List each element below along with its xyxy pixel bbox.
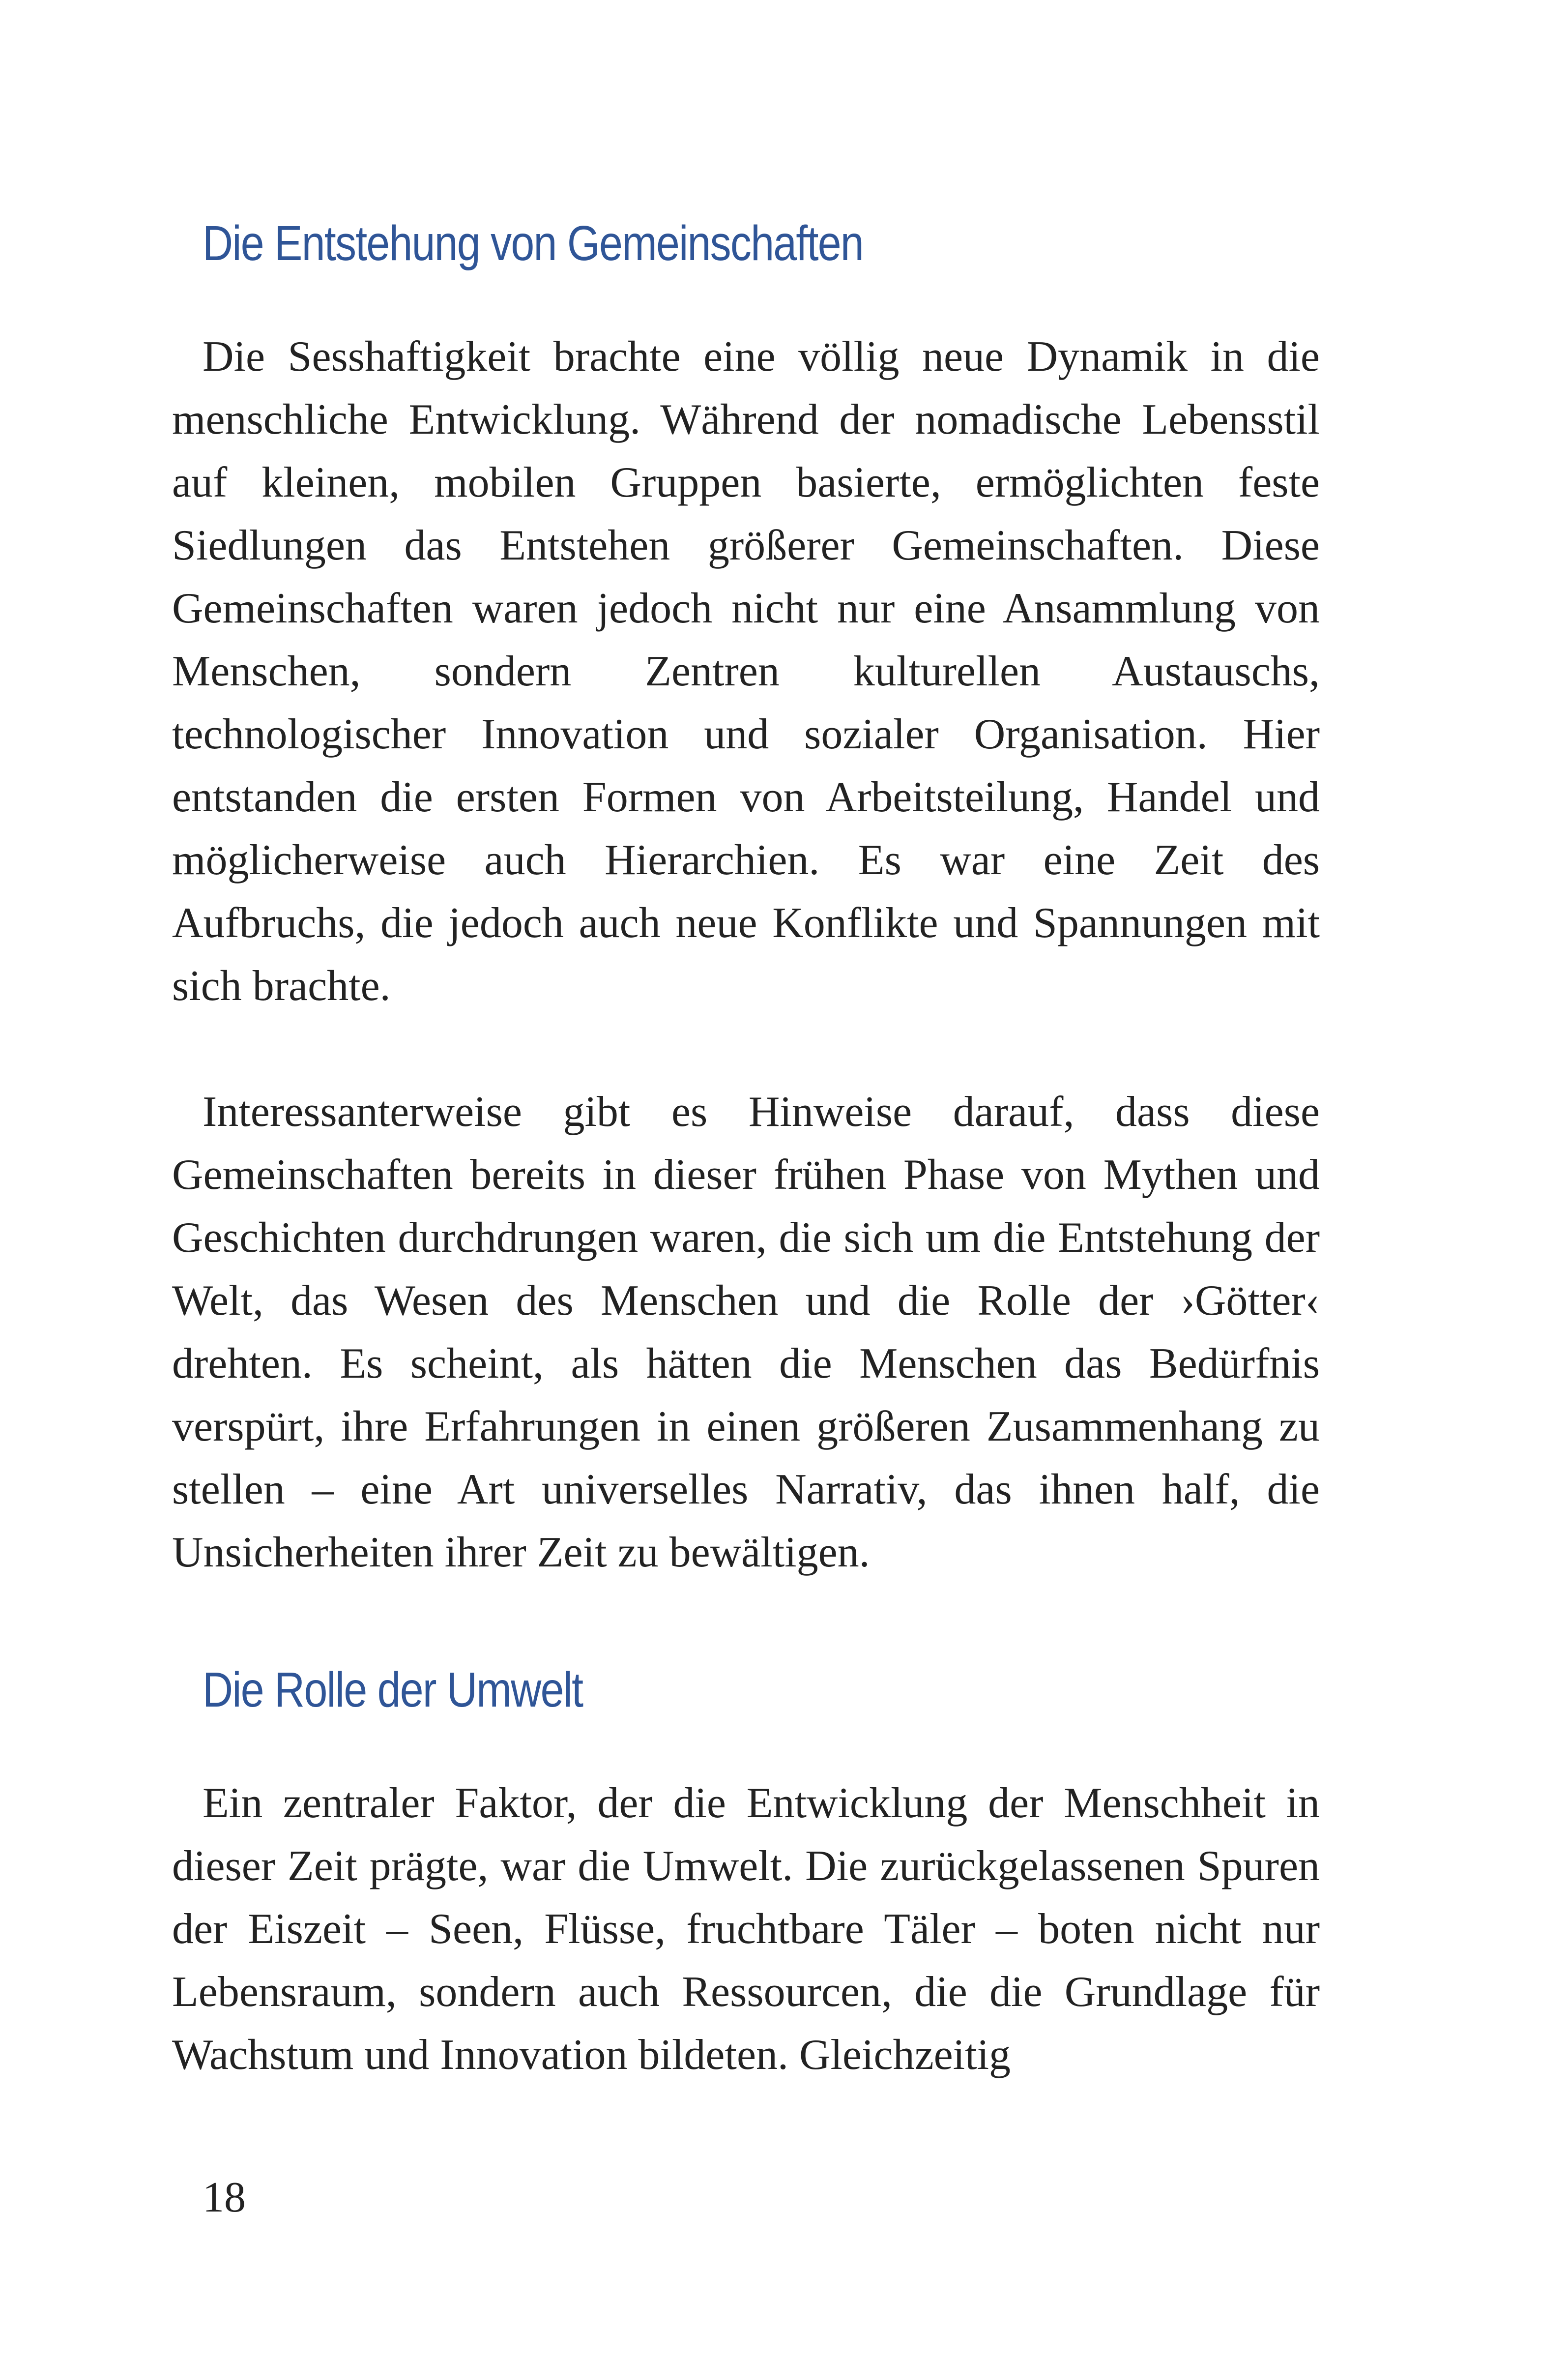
page-number: 18 <box>203 2174 246 2221</box>
paragraph-umwelt: Ein zentraler Faktor, der die Entwicklung der Menschheit in dieser Zeit prägte, war die Umwelt. Die zurückgelassenen Spuren der Eiszeit – Seen, Flüsse, fruchtbare Täler – boten nicht nur Lebensraum, sondern auch Ressourcen, die die Grundlage für Wachstum und Innovation bildeten. Gleichzeitig <box>172 1779 1320 2079</box>
page-content <box>172 216 1320 2087</box>
section-heading-entstehung: Die Entstehung von Gemeinschaften <box>203 216 863 271</box>
paragraph-sesshaftigkeit: Die Sesshaftigkeit brachte eine völlig neue Dynamik in die menschliche Entwicklung. Während der nomadische Lebensstil auf kleinen, mobilen Gruppen basierte, ermöglichten feste Siedlungen das Entstehen größerer Gemeinschaften. Diese Gemeinschaften waren jedoch nicht nur eine Ansammlung von Menschen, sondern Zentren kulturellen Austauschs, technologischer Innovation und sozialer Organisation. Hier entstanden die ersten Formen von Arbeitsteilung, Handel und möglicherweise auch Hierarchien. Es war eine Zeit des Aufbruchs, die jedoch auch neue Konflikte und Spannungen mit sich brachte. <box>172 333 1320 1010</box>
section-heading-umwelt: Die Rolle der Umwelt <box>203 1662 583 1717</box>
paragraph-mythen: Interessanterweise gibt es Hinweise darauf, dass diese Gemeinschaften bereits in dieser frühen Phase von Mythen und Geschichten durchdrungen waren, die sich um die Entstehung der Welt, das Wesen des Menschen und die Rolle der ›Götter‹ drehten. Es scheint, als hätten die Menschen das Bedürfnis verspürt, ihre Erfahrungen in einen größeren Zusammenhang zu stellen – eine Art universelles Narrativ, das ihnen half, die Unsicherheiten ihrer Zeit zu bewältigen. <box>172 1088 1320 1576</box>
